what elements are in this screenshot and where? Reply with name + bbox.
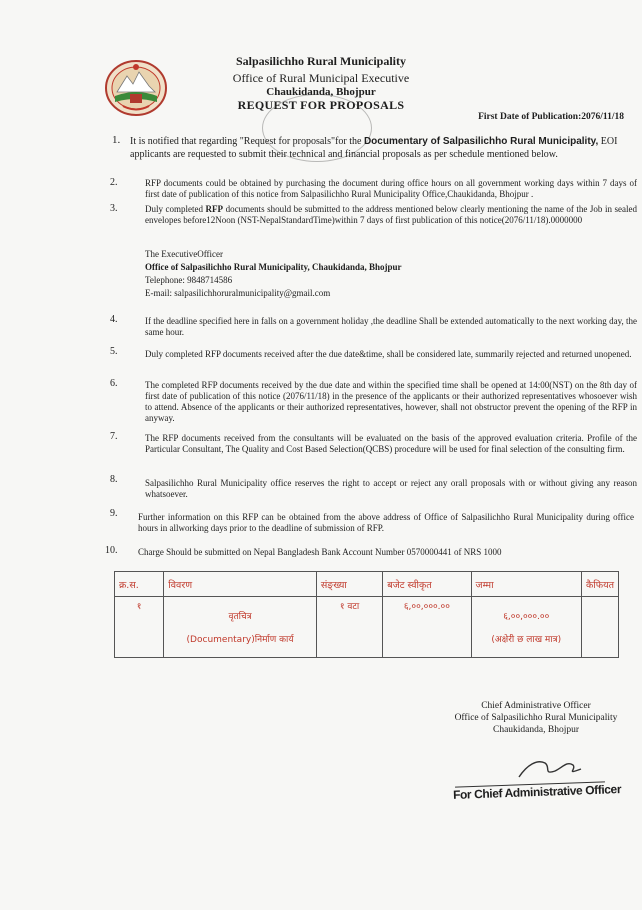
desc-line-2: (Documentary)निर्माण कार्य	[186, 635, 294, 645]
total-line-1: ६,००,०००.००	[503, 612, 550, 622]
item-3-post: documents should be submitted to the address mentioned below clearly mentioning the name of the Job in sealed envelopes before12Noon (NST-NepalStandardTime)within 7 days of first publication of this notice(2076/11/18).0000000	[145, 204, 637, 225]
cell-remarks	[581, 597, 618, 658]
col-total: जम्मा	[471, 572, 581, 597]
item-1-pre: It is notified that regarding "Request for proposals"for the	[130, 136, 364, 147]
col-remarks: कैफियत	[581, 572, 618, 597]
signature-block	[446, 700, 626, 736]
notice-title: REQUEST FOR PROPOSALS	[237, 98, 405, 112]
sign-office: Office of Salpasilichho Rural Municipality	[454, 713, 618, 723]
for-cao-label: For Chief Administrative Officer	[452, 782, 622, 802]
contact-role: The ExecutiveOfficer	[145, 249, 224, 259]
item-5-text: Duly completed RFP documents received after the due date&time, shall be considered late, summarily rejected and returned unopened.	[145, 349, 632, 359]
item-number: 7.	[110, 431, 118, 442]
item-number: 4.	[110, 314, 118, 325]
org-name: Salpasilichho Rural Municipality	[235, 54, 407, 68]
item-number: 10.	[105, 545, 118, 556]
item-3-pre: Duly completed	[145, 204, 206, 214]
desc-line-1: वृतचित्र	[228, 612, 252, 622]
table-header-row	[115, 572, 619, 597]
item-number: 8.	[110, 474, 118, 485]
item-7-text: The RFP documents received from the consultants will be evaluated on the basis of the approved evaluation criteria. Profile of the Particular Consultant, The Quality and Cost Based Selection(QCBS) procedure will be used for final selection of the consulting firm.	[145, 433, 637, 454]
office-address: Chaukidanda, Bhojpur	[266, 86, 376, 98]
col-serial: क्र.स.	[115, 572, 164, 597]
col-description: विवरण	[164, 572, 317, 597]
item-1-text	[130, 135, 632, 161]
item-4-text: If the deadline specified here in falls on a government holiday ,the deadline Shall be extended automatically to the next working day, the same hour.	[145, 316, 637, 337]
item-1-post: EOI applicants are requested to submit their technical and financial proposals as per schedule mentioned below.	[130, 136, 618, 160]
handwritten-signature	[515, 755, 585, 783]
publication-date: First Date of Publication:2076/11/18	[478, 112, 624, 122]
item-10-text: Charge Should be submitted on Nepal Bangladesh Bank Account Number 0570000441 of NRS 1000	[138, 547, 502, 557]
contact-email: E-mail: salpasilichhoruralmunicipality@gmail.com	[145, 288, 331, 298]
item-6-text: The completed RFP documents received by the due date and within the specified time shall be opened at 14:00(NST) on the 8th day of first date of publication of this notice (2076/11/18) in the presence of the applicants or their authorized representatives whosoever wish to attend. Absence of the applicants or their authorized representatives, however, shall not obstructor prevent the opening of the RFP in anyway.	[145, 380, 637, 423]
col-quantity: संङ्ख्या	[316, 572, 382, 597]
item-number: 6.	[110, 378, 118, 389]
cell-total	[471, 597, 581, 658]
item-8-text: Salpasilichho Rural Municipality office reserves the right to accept or reject any orall proposals with or without giving any reason whatsoever.	[145, 478, 637, 499]
col-budget: बजेट स्वीकृत	[383, 572, 471, 597]
contact-phone: Telephone: 9848714586	[145, 275, 233, 285]
cell-quantity: १ वटा	[316, 597, 382, 658]
item-number: 9.	[110, 508, 118, 519]
item-number: 3.	[110, 203, 118, 214]
item-number: 2.	[110, 177, 118, 188]
sign-address: Chaukidanda, Bhojpur	[492, 725, 579, 735]
sign-title: Chief Administrative Officer	[481, 701, 591, 711]
total-line-2: (अक्षेरी छ लाख मात्र)	[491, 635, 562, 645]
cell-description	[164, 597, 317, 658]
budget-table	[114, 571, 619, 658]
cell-budget: ६,००,०००.००	[383, 597, 471, 658]
item-1-bold: Documentary of Salpasilichho Rural Municipality,	[363, 136, 599, 147]
item-3-bold: RFP	[205, 204, 224, 214]
item-number: 5.	[110, 346, 118, 357]
item-number: 1.	[112, 134, 121, 146]
item-2-text: RFP documents could be obtained by purchasing the document during office hours on all government working days within 7 days of first date of publication of this notice from Salpasilichho Rural Municipality Office,Chaukidanda, Bhojpur .	[145, 178, 637, 199]
item-9-text: Further information on this RFP can be obtained from the above address of Office of Salpasilichho Rural Municipality during office hours in allworking days prior to the deadline of submission of RFP.	[138, 512, 634, 533]
table-row	[115, 597, 619, 658]
office-name: Office of Rural Municipal Executive	[232, 71, 410, 85]
item-3-text	[145, 204, 637, 226]
contact-block	[145, 248, 402, 300]
cell-serial: १	[115, 597, 164, 658]
contact-office: Office of Salpasilichho Rural Municipality, Chaukidanda, Bhojpur	[145, 262, 402, 272]
